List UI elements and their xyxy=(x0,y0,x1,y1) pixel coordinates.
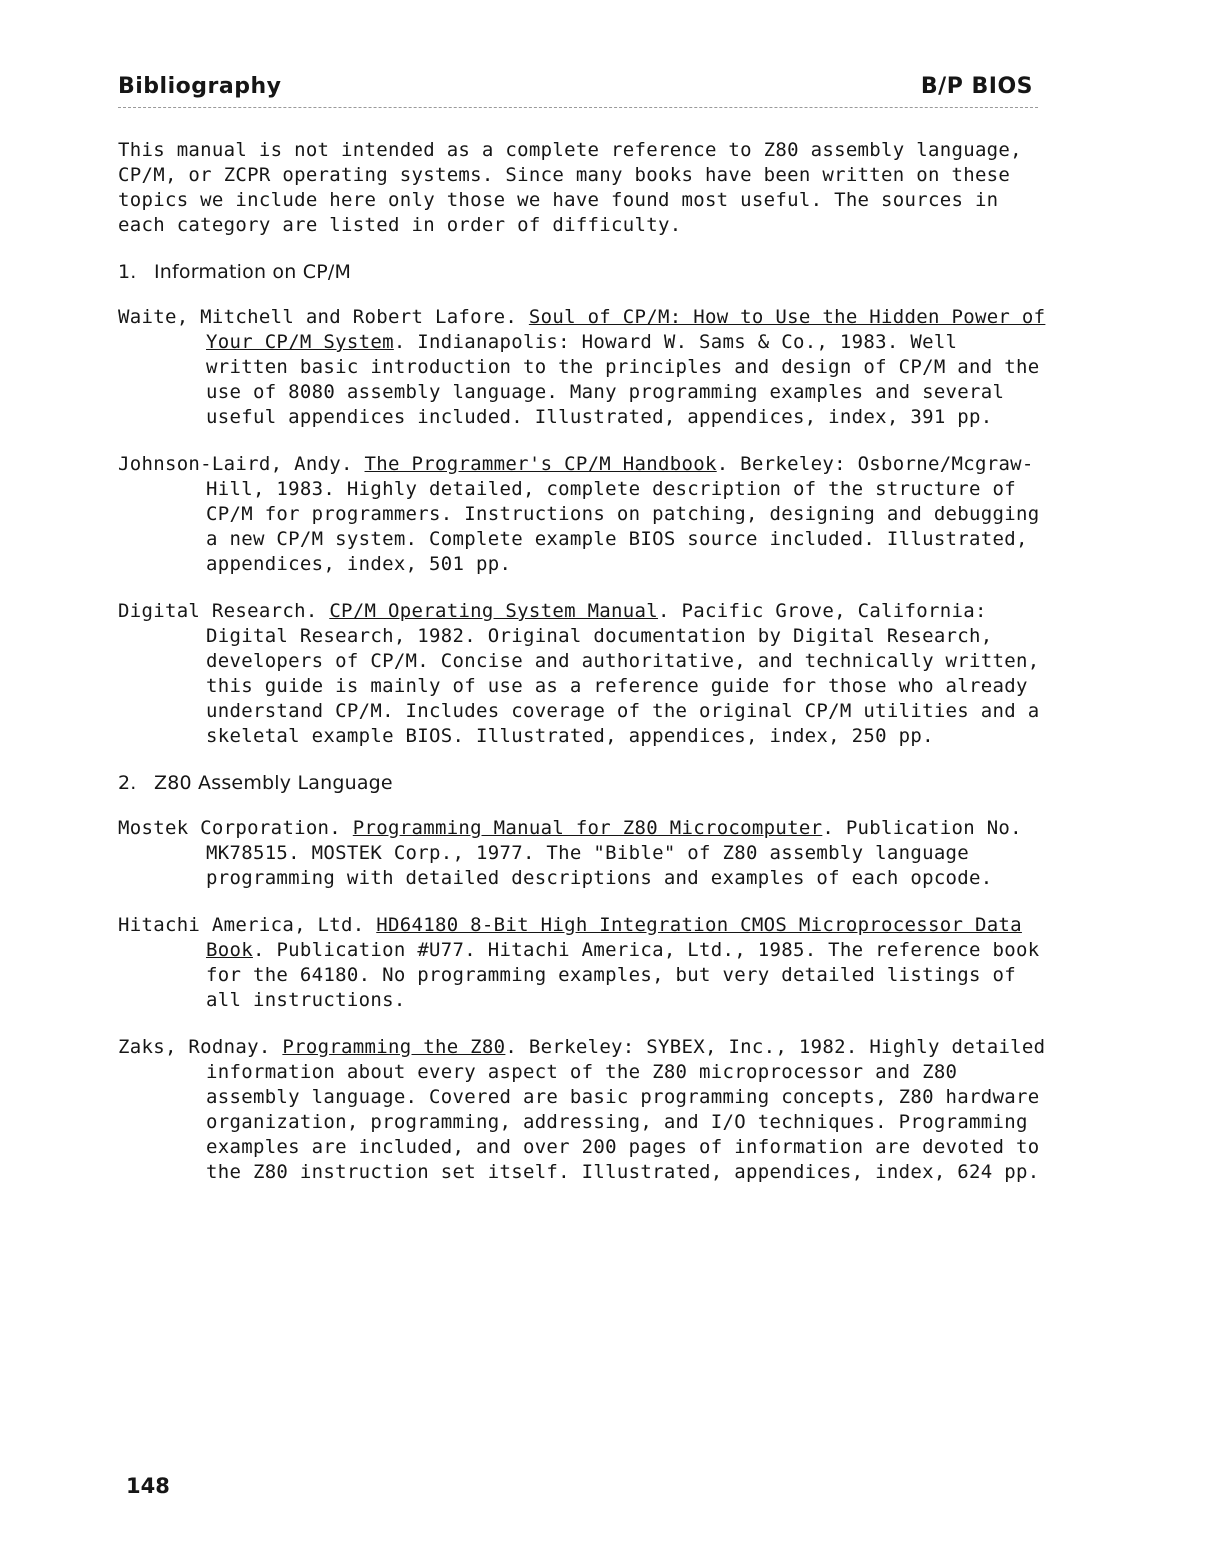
bib-entry xyxy=(118,305,1048,430)
entry-title: Programming the Z80 xyxy=(282,1036,506,1058)
section-heading xyxy=(118,260,1048,285)
bib-entry xyxy=(118,1035,1048,1185)
header-product: B/P BIOS xyxy=(920,74,1033,99)
entry-author: Johnson-Laird, Andy. xyxy=(118,453,365,475)
section-number: 2. xyxy=(118,772,137,794)
section-cpm xyxy=(118,260,1048,749)
section-title: Information on CP/M xyxy=(154,261,352,283)
entry-details: . Indianapolis: Howard W. Sams & Co., 1983. Well written basic introduction to the principles and design of CP/M and the use of 8080 assembly language. Many programming examples and several useful appendices included. Illustrated, appendices, index, 391 pp. xyxy=(206,331,1040,428)
bib-entry xyxy=(118,452,1048,577)
bib-entry xyxy=(118,816,1048,891)
entry-author: Hitachi America, Ltd. xyxy=(118,914,377,936)
entry-author: Zaks, Rodnay. xyxy=(118,1036,283,1058)
entry-details: . Publication No. MK78515. MOSTEK Corp., 1977. The "Bible" of Z80 assembly language programming with detailed descriptions and examples of each opcode. xyxy=(206,817,1022,889)
entry-title: Soul of CP/M: How to Use the Hidden Power of Your CP/M System xyxy=(206,306,1046,353)
entry-author: Digital Research. xyxy=(118,600,330,622)
entry-details: . Pacific Grove, California: Digital Research, 1982. Original documentation by Digital Research, developers of CP/M. Concise and authoritative, and technically written, this guide is mainly of use as a reference guide for those who already understand CP/M. Includes coverage of the original CP/M utilities and a skeletal example BIOS. Illustrated, appendices, index, 250 pp. xyxy=(206,600,1040,747)
section-number: 1. xyxy=(118,261,137,283)
entry-author: Waite, Mitchell and Robert Lafore. xyxy=(118,306,529,328)
bib-entry xyxy=(118,599,1048,749)
entry-title: HD64180 8-Bit High Integration CMOS Microprocessor Data Book xyxy=(206,914,1022,961)
entry-details: . Berkeley: SYBEX, Inc., 1982. Highly detailed information about every aspect of the Z80 microprocessor and Z80 assembly language. Covered are basic programming concepts, Z80 hardware organization, programming, addressing, and I/O techniques. Programming examples are included, and over 200 pages of information are devoted to the Z80 instruction set itself. Illustrated, appendices, index, 624 pp. xyxy=(206,1036,1046,1183)
page-number: 148 xyxy=(126,1474,170,1498)
entry-title: The Programmer's CP/M Handbook xyxy=(364,453,717,475)
entry-author: Mostek Corporation. xyxy=(118,817,353,839)
section-z80 xyxy=(118,771,1048,1185)
entry-details: . Publication #U77. Hitachi America, Ltd., 1985. The reference book for the 64180. No programming examples, but very detailed listings of all instructions. xyxy=(206,939,1040,1011)
bib-entry xyxy=(118,913,1048,1013)
bibliography-body xyxy=(118,138,1048,1207)
header-title: Bibliography xyxy=(118,74,282,99)
running-header xyxy=(118,74,1033,99)
intro-paragraph: This manual is not intended as a complete reference to Z80 assembly language, CP/M, or ZCPR operating systems. Since many books have been written on these topics we include here only those we have found most useful. The sources in each category are listed in order of difficulty. xyxy=(118,139,1022,236)
entry-details: . Berkeley: Osborne/Mcgraw-Hill, 1983. Highly detailed, complete description of the structure of CP/M for programmers. Instructions on patching, designing and debugging a new CP/M system. Complete example BIOS source included. Illustrated, appendices, index, 501 pp. xyxy=(206,453,1040,575)
header-rule xyxy=(118,107,1038,108)
entry-title: Programming Manual for Z80 Microcomputer xyxy=(352,817,823,839)
section-heading xyxy=(118,771,1048,796)
entry-title: CP/M Operating System Manual xyxy=(329,600,659,622)
section-title: Z80 Assembly Language xyxy=(154,772,393,794)
